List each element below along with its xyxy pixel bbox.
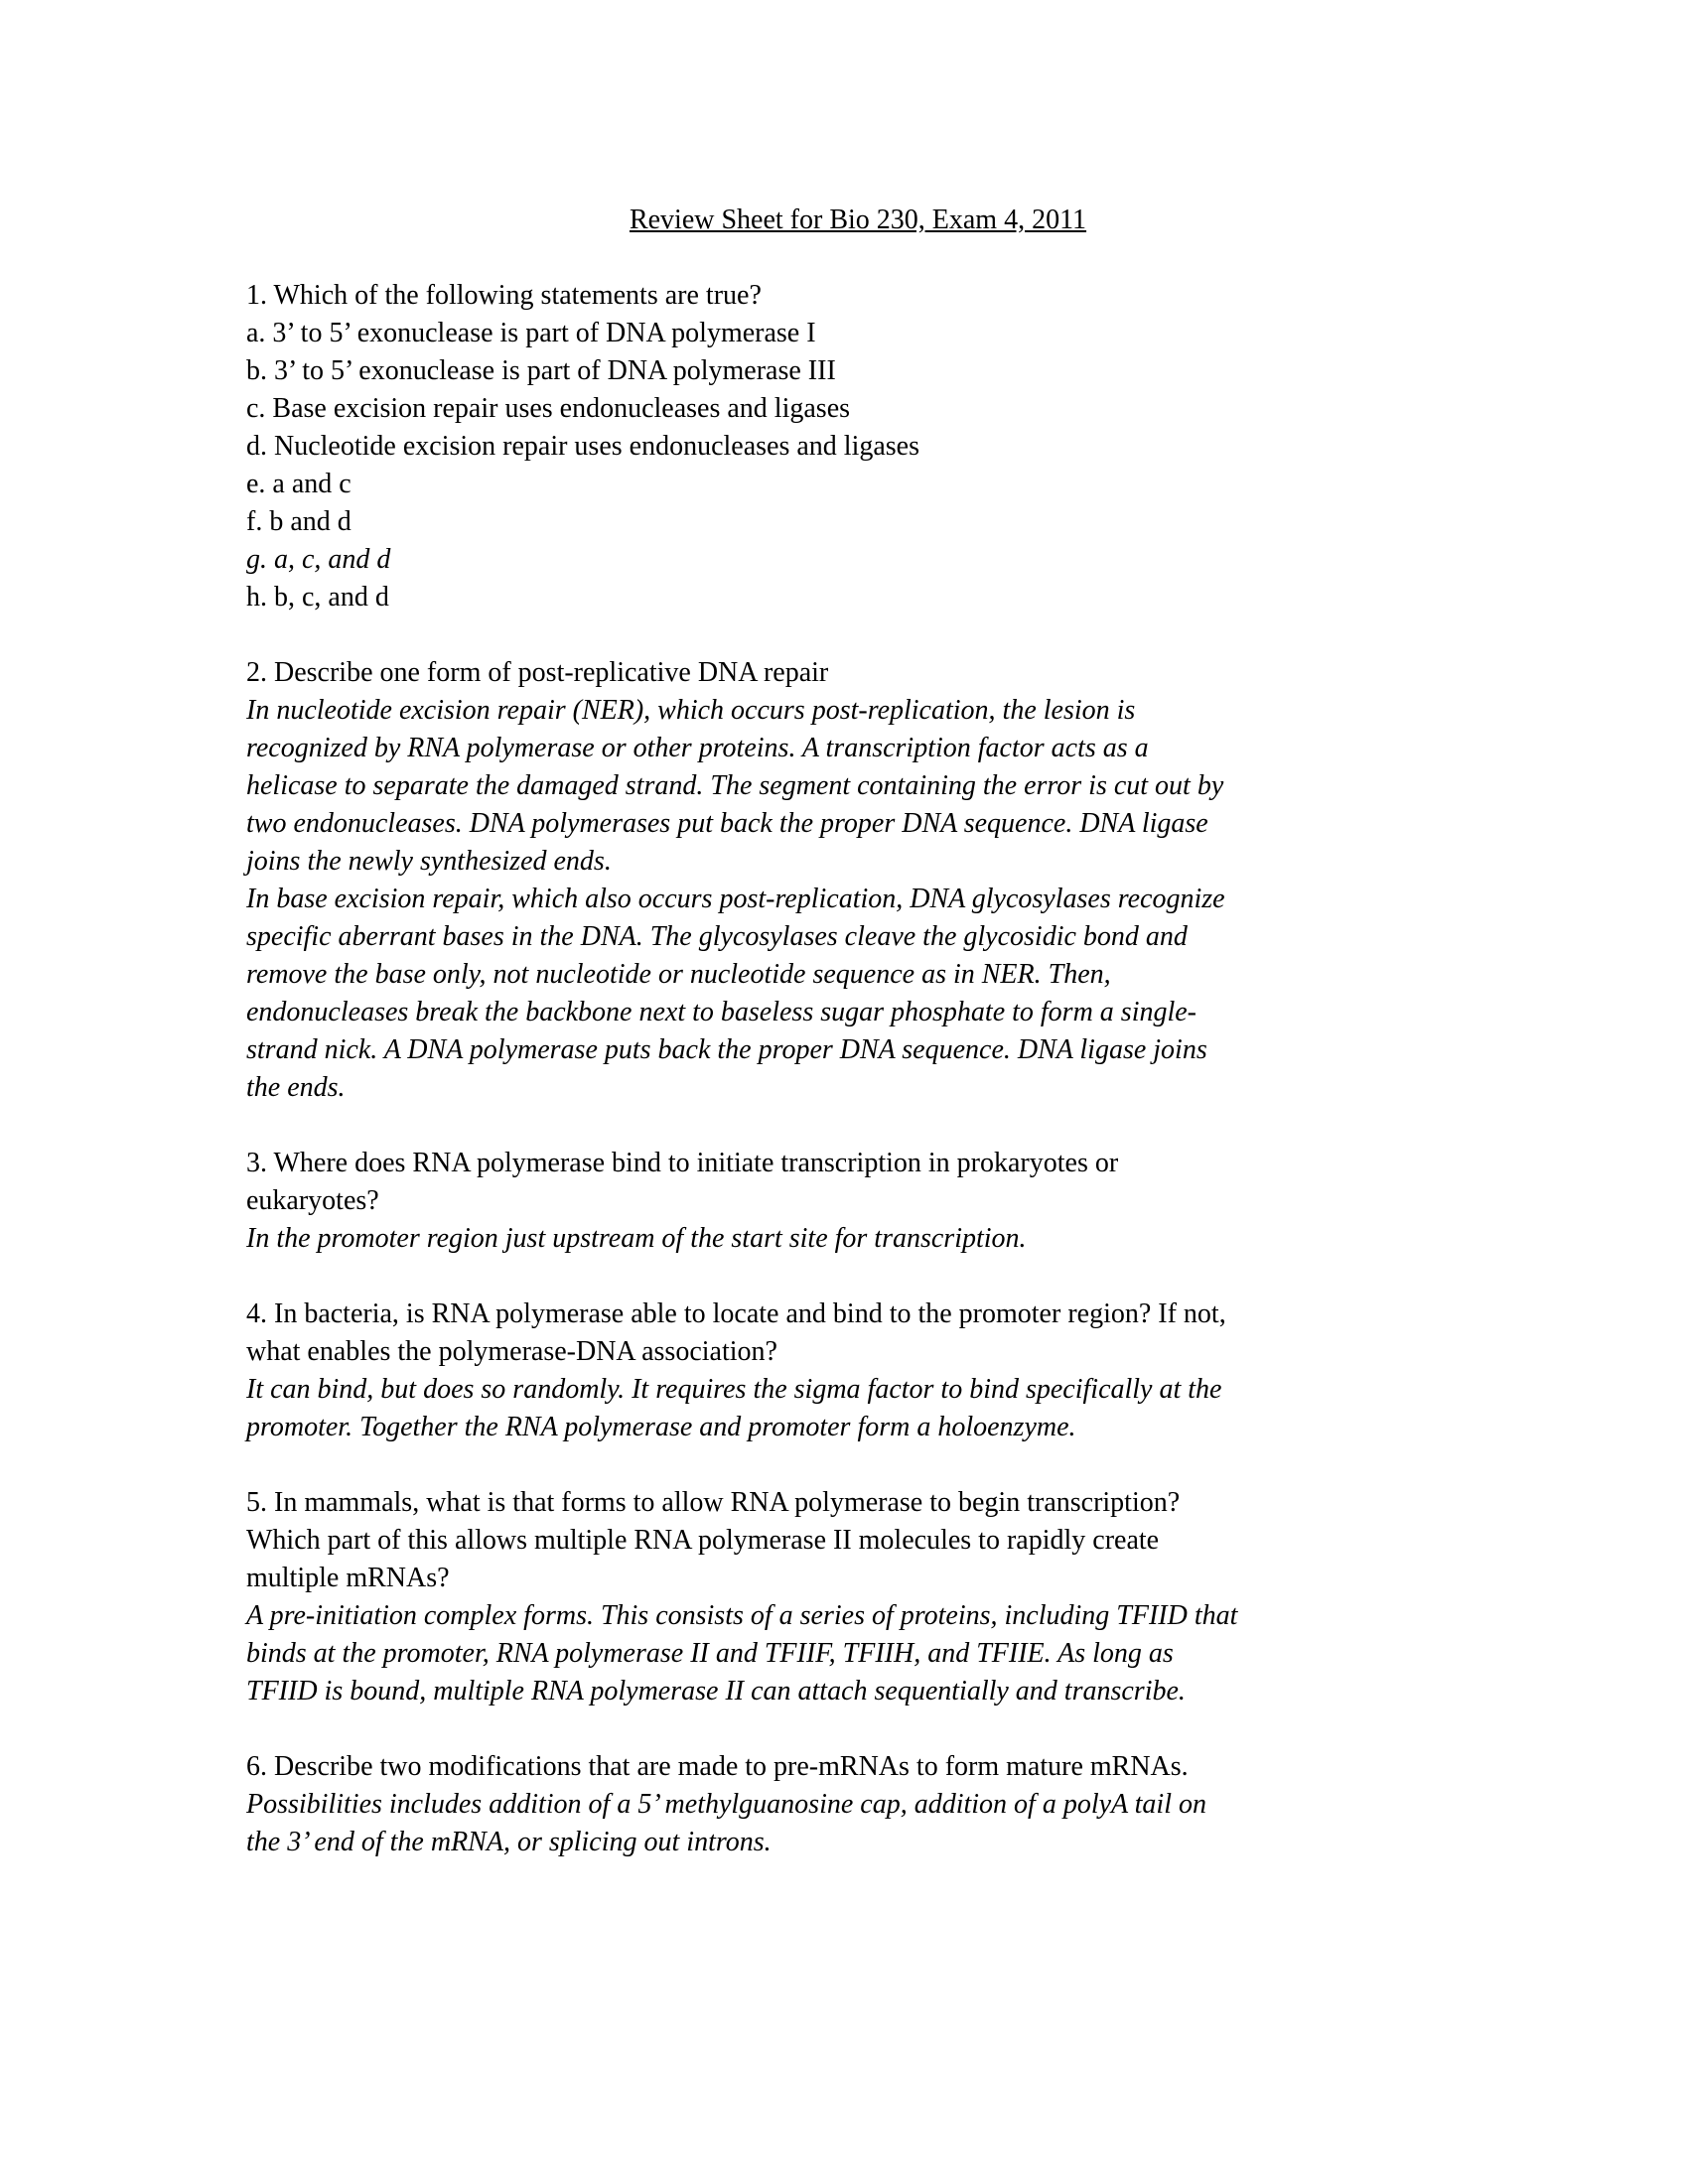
text-line: It can bind, but does so randomly. It requires the sigma factor to bind specifically at the xyxy=(246,1374,1222,1405)
text-line: 2. Describe one form of post-replicative DNA repair xyxy=(246,657,829,688)
text-line: 5. In mammals, what is that forms to allow RNA polymerase to begin transcription? xyxy=(246,1487,1181,1518)
text-line: multiple mRNAs? xyxy=(246,1563,450,1593)
question-2 xyxy=(246,654,1470,1107)
text-line: binds at the promoter, RNA polymerase II and TFIIF, TFIIH, and TFIIE. As long as xyxy=(246,1638,1174,1669)
text-line: g. a, c, and d xyxy=(246,544,391,575)
text-line: h. b, c, and d xyxy=(246,582,389,613)
text-line: Which part of this allows multiple RNA polymerase II molecules to rapidly create xyxy=(246,1525,1160,1556)
text-line: what enables the polymerase-DNA association? xyxy=(246,1336,777,1367)
text-line: In the promoter region just upstream of the start site for transcription. xyxy=(246,1223,1027,1254)
text-line: 6. Describe two modifications that are made to pre-mRNAs to form mature mRNAs. xyxy=(246,1751,1189,1782)
text-line: promoter. Together the RNA polymerase and promoter form a holoenzyme. xyxy=(246,1412,1076,1442)
text-line: two endonucleases. DNA polymerases put back the proper DNA sequence. DNA ligase xyxy=(246,808,1208,839)
text-line: b. 3’ to 5’ exonuclease is part of DNA polymerase III xyxy=(246,355,836,386)
text-line: recognized by RNA polymerase or other proteins. A transcription factor acts as a xyxy=(246,733,1149,763)
text-line: f. b and d xyxy=(246,506,352,537)
text-line: a. 3’ to 5’ exonuclease is part of DNA polymerase I xyxy=(246,318,816,348)
text-line: d. Nucleotide excision repair uses endonucleases and ligases xyxy=(246,431,920,462)
document-title: Review Sheet for Bio 230, Exam 4, 2011 xyxy=(629,205,1087,235)
text-line: Possibilities includes addition of a 5’ methylguanosine cap, addition of a polyA tail on xyxy=(246,1789,1206,1820)
text-line: In base excision repair, which also occurs post-replication, DNA glycosylases recognize xyxy=(246,884,1225,914)
text-line: helicase to separate the damaged strand. The segment containing the error is cut out by xyxy=(246,770,1224,801)
text-line: the 3’ end of the mRNA, or splicing out introns. xyxy=(246,1827,772,1857)
text-line: In nucleotide excision repair (NER), which occurs post-replication, the lesion is xyxy=(246,695,1136,726)
text-line: TFIID is bound, multiple RNA polymerase II can attach sequentially and transcribe. xyxy=(246,1676,1186,1706)
text-line: 4. In bacteria, is RNA polymerase able to locate and bind to the promoter region? If not, xyxy=(246,1298,1226,1329)
question-4 xyxy=(246,1296,1470,1446)
text-line: endonucleases break the backbone next to baseless sugar phosphate to form a single- xyxy=(246,997,1197,1027)
text-line: remove the base only, not nucleotide or nucleotide sequence as in NER. Then, xyxy=(246,959,1111,990)
text-line: joins the newly synthesized ends. xyxy=(246,846,612,877)
text-line: 3. Where does RNA polymerase bind to initiate transcription in prokaryotes or xyxy=(246,1148,1119,1178)
text-line: 1. Which of the following statements are true? xyxy=(246,280,762,311)
question-1 xyxy=(246,277,1470,616)
text-line: the ends. xyxy=(246,1072,346,1103)
document-body xyxy=(246,277,1470,1861)
text-line: e. a and c xyxy=(246,469,352,499)
text-line: eukaryotes? xyxy=(246,1185,379,1216)
text-line: specific aberrant bases in the DNA. The glycosylases cleave the glycosidic bond and xyxy=(246,921,1188,952)
text-line: A pre-initiation complex forms. This consists of a series of proteins, including TFIID that xyxy=(246,1600,1238,1631)
text-line: strand nick. A DNA polymerase puts back the proper DNA sequence. DNA ligase joins xyxy=(246,1034,1207,1065)
text-line: c. Base excision repair uses endonucleases and ligases xyxy=(246,393,851,424)
question-3 xyxy=(246,1145,1470,1258)
question-5 xyxy=(246,1484,1470,1710)
question-6 xyxy=(246,1748,1470,1861)
